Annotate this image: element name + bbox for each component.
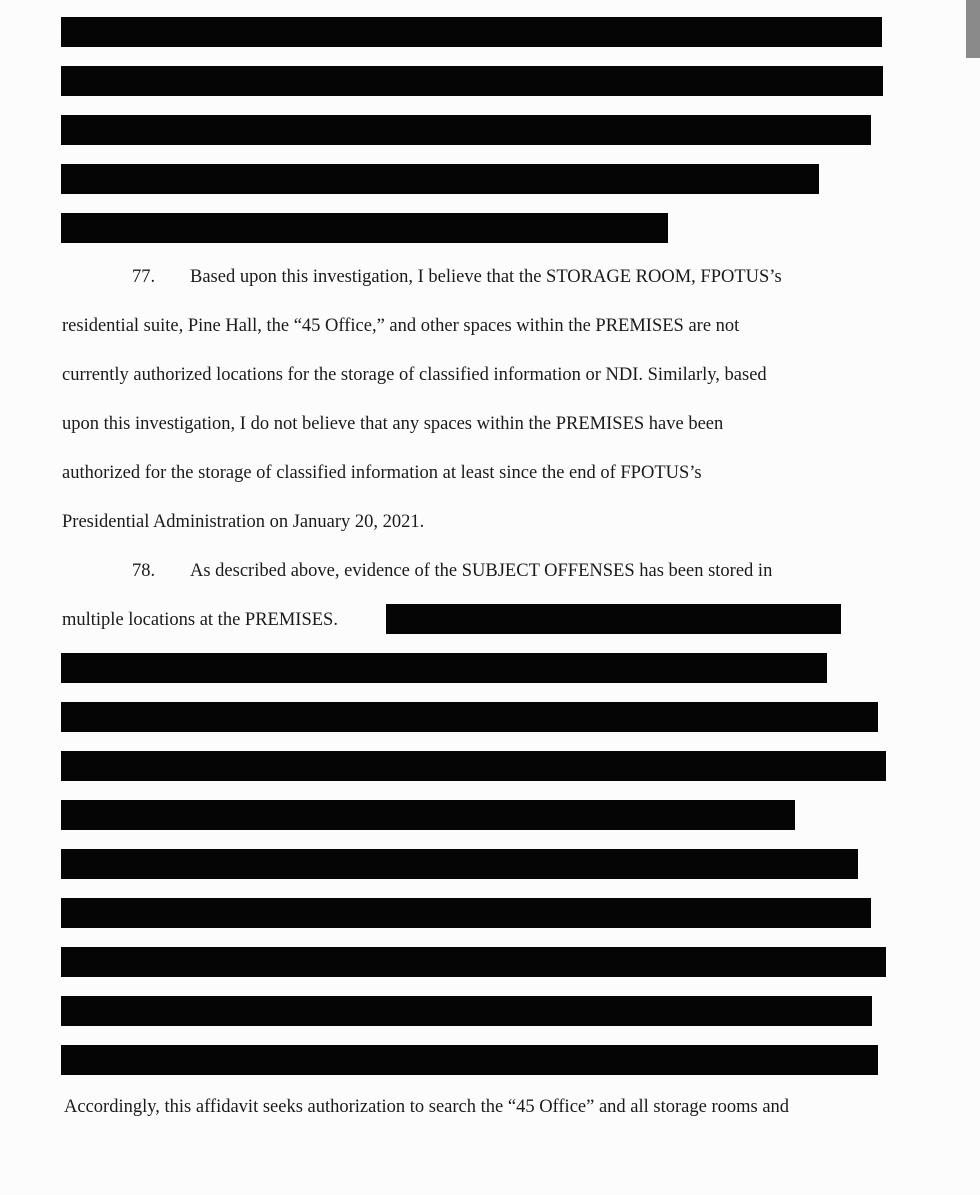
redaction-bar (61, 1045, 878, 1075)
redaction-bar (61, 213, 668, 243)
redaction-bar (61, 898, 871, 928)
paragraph-77-line: upon this investigation, I do not believe that any spaces within the PREMISES have been (62, 414, 724, 434)
paragraph-77-line: authorized for the storage of classified information at least since the end of FPOTUS’s (62, 463, 702, 483)
redaction-bar (386, 604, 841, 634)
redaction-bar (61, 702, 878, 732)
paragraph-77-line: Based upon this investigation, I believe that the STORAGE ROOM, FPOTUS’s (190, 267, 782, 287)
paragraph-78-line: multiple locations at the PREMISES. (62, 610, 338, 630)
redaction-bar (61, 996, 872, 1026)
paragraph-77-line: Presidential Administration on January 20, 2021. (62, 512, 425, 532)
closing-line: Accordingly, this affidavit seeks authorization to search the “45 Office” and all storage rooms and (64, 1097, 790, 1117)
scrollbar-thumb[interactable] (966, 0, 980, 58)
paragraph-78-line: As described above, evidence of the SUBJECT OFFENSES has been stored in (190, 561, 773, 581)
redaction-bar (61, 800, 795, 830)
redaction-bar (61, 17, 882, 47)
redaction-bar (61, 66, 883, 96)
redaction-bar (61, 164, 819, 194)
paragraph-77-line: currently authorized locations for the storage of classified information or NDI. Similarly, based (62, 365, 767, 385)
redaction-bar (61, 653, 827, 683)
redaction-bar (61, 947, 886, 977)
redaction-bar (61, 849, 858, 879)
paragraph-number: 78. (132, 561, 156, 581)
paragraph-77-line: residential suite, Pine Hall, the “45 Office,” and other spaces within the PREMISES are not (62, 316, 740, 336)
redaction-bar (61, 751, 886, 781)
redaction-bar (61, 115, 871, 145)
paragraph-number: 77. (132, 267, 156, 287)
